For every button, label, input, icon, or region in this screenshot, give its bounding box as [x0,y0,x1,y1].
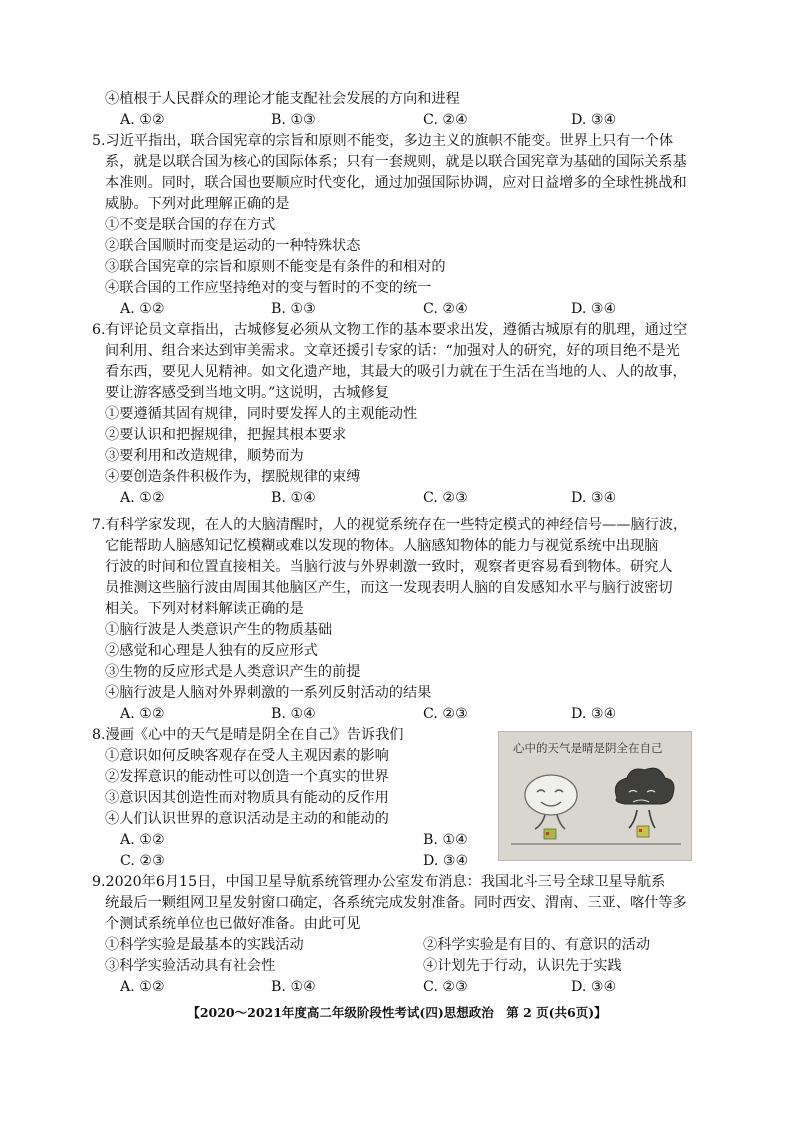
q7-choice-b: B. ①④ [271,706,316,722]
q6-statement-2: ②要认识和把握规律，把握其根本要求 [105,427,347,443]
q6-stem-line-2: 间利用、组合来达到审美需求。文章还援引专家的话：“加强对人的研究，好的项目绝不是光 [105,343,680,359]
q9-choice-b: B. ①④ [271,979,316,995]
q9-statement-1: ①科学实验是最基本的实践活动 [105,937,304,953]
q9-choices [0,977,794,998]
q6-statement-3: ③要利用和改造规律，顺势而为 [105,448,304,464]
q9-choice-d: D. ③④ [571,979,617,995]
q7-stem-line-1: 7.有科学家发现，在人的大脑清醒时，人的视觉系统存在一些特定模式的神经信号——脑行波， [92,517,688,533]
q7-statement-3: ③生物的反应形式是人类意识产生的前提 [105,664,361,680]
q8-statement-1: ①意识如何反映客观存在受人主观因素的影响 [105,748,389,764]
q9-statements-row-2 [0,956,794,977]
q4-choice-a: A. ①② [120,112,165,128]
q5-statement-4: ④联合国的工作应坚持绝对的变与暂时的不变的统一 [105,280,432,296]
q8-choice-d: D. ③④ [423,853,469,869]
q7-statement-4: ④脑行波是人脑对外界刺激的一系列反射活动的结果 [105,685,432,701]
q5-statement-2: ②联合国顺时而变是运动的一种特殊状态 [105,238,361,254]
q9-stem-line-2: 统最后一颗组网卫星发射窗口确定，各系统完成发射准备。同时西安、渭南、三亚、喀什等多 [105,895,687,911]
cartoon-illustration [499,732,691,860]
q5-stem-line-3: 本准则。同时，联合国也要顺应时代变化，通过加强国际协调，应对日益增多的全球性挑战和 [105,175,687,191]
q7-choice-d: D. ③④ [571,706,617,722]
q8-statement-4: ④人们认识世界的意识活动是主动的和能动的 [105,811,389,827]
q7-statement-2: ②感觉和心理是人独有的反应形式 [105,643,318,659]
q7-choice-c: C. ②③ [423,706,468,722]
q4-choice-d: D. ③④ [571,112,617,128]
q6-choice-a: A. ①② [120,490,165,506]
q5-choice-b: B. ①③ [271,301,316,317]
cartoon-caption: 心中的天气是晴是阴全在自己 [513,741,663,755]
q9-choice-c: C. ②③ [423,979,468,995]
q7-stem-line-2: 它能帮助人脑感知记忆模糊或难以发现的物体。人脑感知物体的能力与视觉系统中出现脑 [105,538,659,554]
q7-stem-line-4: 员推测这些脑行波由周围其他脑区产生，而这一发现表明人脑的自发感知水平与脑行波密切 [105,580,673,596]
q7-choices [0,704,794,725]
weather-cartoon-image [498,731,692,861]
page-footer: 【2020～2021年度高二年级阶段性考试(四)思想政治 第 2 页(共6页)】 [187,1005,607,1020]
q6-statement-4: ④要创造条件积极作为，摆脱规律的束缚 [105,469,361,485]
q5-stem-line-4: 威胁。下列对此理解正确的是 [105,196,290,212]
q7-stem-line-3: 行波的时间和位置直接相关。当脑行波与外界刺激一致时，观察者更容易看到物体。研究人 [105,559,673,575]
q4-choices [0,110,794,131]
q5-choice-c: C. ②④ [423,301,468,317]
q5-stem-line-1: 5.习近平指出，联合国宪章的宗旨和原则不能变，多边主义的旗帜不能变。世界上只有一个体 [92,133,674,149]
q8-choice-b: B. ①④ [423,832,468,848]
q5-statement-3: ③联合国宪章的宗旨和原则不能变是有条件的和相对的 [105,259,446,275]
q5-choice-a: A. ①② [120,301,165,317]
q5-statement-1: ①不变是联合国的存在方式 [105,217,276,233]
q6-choice-c: C. ②③ [423,490,468,506]
q9-statement-2: ②科学实验是有目的、有意识的活动 [423,937,651,953]
q9-choice-a: A. ①② [120,979,165,995]
q6-stem-line-3: 看东西，要见人见精神。如文化遗产地，其最大的吸引力就在于生活在当地的人、人的故事， [105,364,687,380]
q5-choices [0,299,794,320]
q6-choices [0,488,794,509]
q9-stem-line-3: 个测试系统单位也已做好准备。由此可见 [105,916,361,932]
q5-stem-line-2: 系，就是以联合国为核心的国际体系；只有一套规则，就是以联合国宪章为基础的国际关系基 [105,154,687,170]
q8-choice-c: C. ②③ [120,853,165,869]
q6-statement-1: ①要遵循其固有规律，同时要发挥人的主观能动性 [105,406,418,422]
q4-choice-c: C. ②④ [423,112,468,128]
q9-statement-4: ④计划先于行动，认识先于实践 [423,958,622,974]
q6-stem-line-1: 6.有评论员文章指出，古城修复必须从文物工作的基本要求出发，遵循古城原有的肌理，通过空 [92,322,688,338]
q7-choice-a: A. ①② [120,706,165,722]
q8-statement-3: ③意识因其创造性而对物质具有能动的反作用 [105,790,389,806]
q8-choice-a: A. ①② [120,832,165,848]
q7-stem-line-5: 相关。下列对材料解读正确的是 [105,601,304,617]
q9-statements-row-1 [0,935,794,956]
q4-choice-b: B. ①③ [271,112,316,128]
q4-statement-4: ④植根于人民群众的理论才能支配社会发展的方向和进程 [105,91,460,107]
q5-choice-d: D. ③④ [571,301,617,317]
q8-stem-line-1: 8.漫画《心中的天气是晴是阴全在自己》告诉我们 [92,727,404,743]
q7-statement-1: ①脑行波是人类意识产生的物质基础 [105,622,333,638]
q6-choice-b: B. ①④ [271,490,316,506]
q6-choice-d: D. ③④ [571,490,617,506]
q9-statement-3: ③科学实验活动具有社会性 [105,958,276,974]
q9-stem-line-1: 9.2020年6月15日，中国卫星导航系统管理办公室发布消息：我国北斗三号全球卫星导航系 [92,874,666,890]
q8-statement-2: ②发挥意识的能动性可以创造一个真实的世界 [105,769,389,785]
q6-stem-line-4: 要让游客感受到当地文明。”这说明，古城修复 [105,385,389,401]
